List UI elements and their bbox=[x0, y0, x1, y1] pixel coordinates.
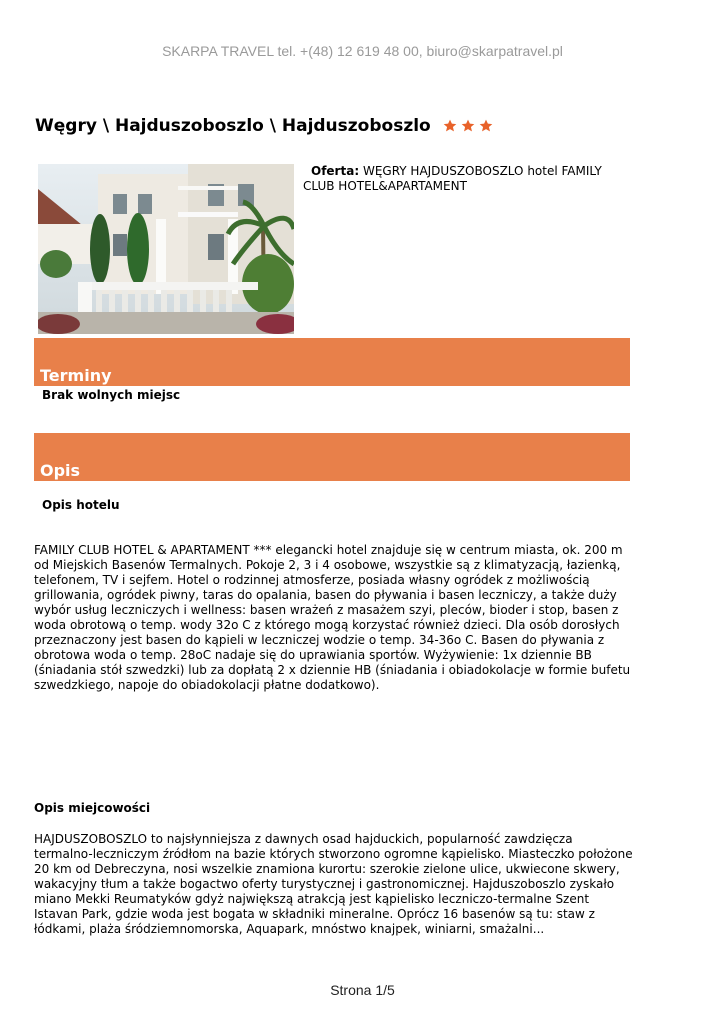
page-title: Węgry \ Hajduszoboszlo \ Hajduszoboszlo bbox=[35, 116, 431, 136]
hotel-photo bbox=[38, 164, 294, 334]
star-icon bbox=[479, 119, 493, 133]
opis-section-band bbox=[34, 433, 630, 481]
star-rating bbox=[443, 119, 493, 133]
location-description-text: HAJDUSZOBOSZLO to najsłynniejsza z dawnych osad hajduckich, popularność zawdzięcza termalno-leczniczym źródłom na bazie których stworzono ogromne kąpielisko. Miasteczko położone 20 km od Debreczyna, nosi wszelkie znamiona kurortu: szerokie zielone ulice, ukwiecone skwery, wakacyjny tłum a także bogactwo oferty turystycznej i gastronomicznej. Hajduszoboszlo zyskało miano Mekki Reumatyków gdyż największą atrakcją jest kąpielisko leczniczo-termalne Szent Istavan Park, gdzie woda jest bogata w składniki mineralne. Oprócz 16 basenów są tu: staw z łódkami, plaża śródziemnomorska, Aquapark, mnóstwo knajpek, winiarni, smażalni... bbox=[34, 832, 633, 936]
terminy-section-band bbox=[34, 338, 630, 386]
terminy-heading: Terminy bbox=[40, 366, 112, 385]
opis-heading: Opis bbox=[40, 461, 81, 480]
hotel-description-text: FAMILY CLUB HOTEL & APARTAMENT *** elegancki hotel znajduje się w centrum miasta, ok. 200 m od Miejskich Basenów Termalnych. Pokoje 2, 3 i 4 osobowe, wszystkie są z klimatyzacją, łazienką, telefonem, TV i sejfem. Hotel o rodzinnej atmosferze, posiada własny ogródek z możliwością grillowania, ogródek piwny, taras do opalania, basen do pływania i basen leczniczy, a także duży wybór usług leczniczych i wellness: basen wrażeń z masażem szyi, pleców, bioder i stop, basen z woda obrotową o temp. wody 32o C z którego mogą korzystać również dzieci. Dla osób dorosłych przeznaczony jest basen do kąpieli w leczniczej wodzie o temp. 34-36o C. Basen do pływania z obrotowa woda o temp. 28oC nadaje się do uprawiania sportów. Wyżywienie: 1x dziennie BB (śniadania stół szwedzki) lub za dopłatą 2 x dziennie HB (śniadania i obiadokolacje w formie bufetu szwedzkiego, napoje do obiadokolacji płatne dodatkowo). bbox=[34, 543, 631, 692]
title-row bbox=[35, 116, 493, 136]
location-description-label: Opis miejcowości bbox=[34, 801, 151, 815]
terminy-status: Brak wolnych miejsc bbox=[42, 388, 181, 402]
offer-text: WĘGRY HAJDUSZOBOSZLO hotel FAMILY CLUB HOTEL&APARTAMENT bbox=[303, 164, 602, 193]
star-icon bbox=[443, 119, 457, 133]
star-icon bbox=[461, 119, 475, 133]
page-number: Strona 1/5 bbox=[330, 982, 395, 998]
page-header: SKARPA TRAVEL tel. +(48) 12 619 48 00, biuro@skarpatravel.pl bbox=[162, 43, 563, 59]
offer-box bbox=[303, 164, 623, 194]
offer-label: Oferta: bbox=[311, 164, 360, 178]
hotel-description-label: Opis hotelu bbox=[42, 498, 120, 512]
